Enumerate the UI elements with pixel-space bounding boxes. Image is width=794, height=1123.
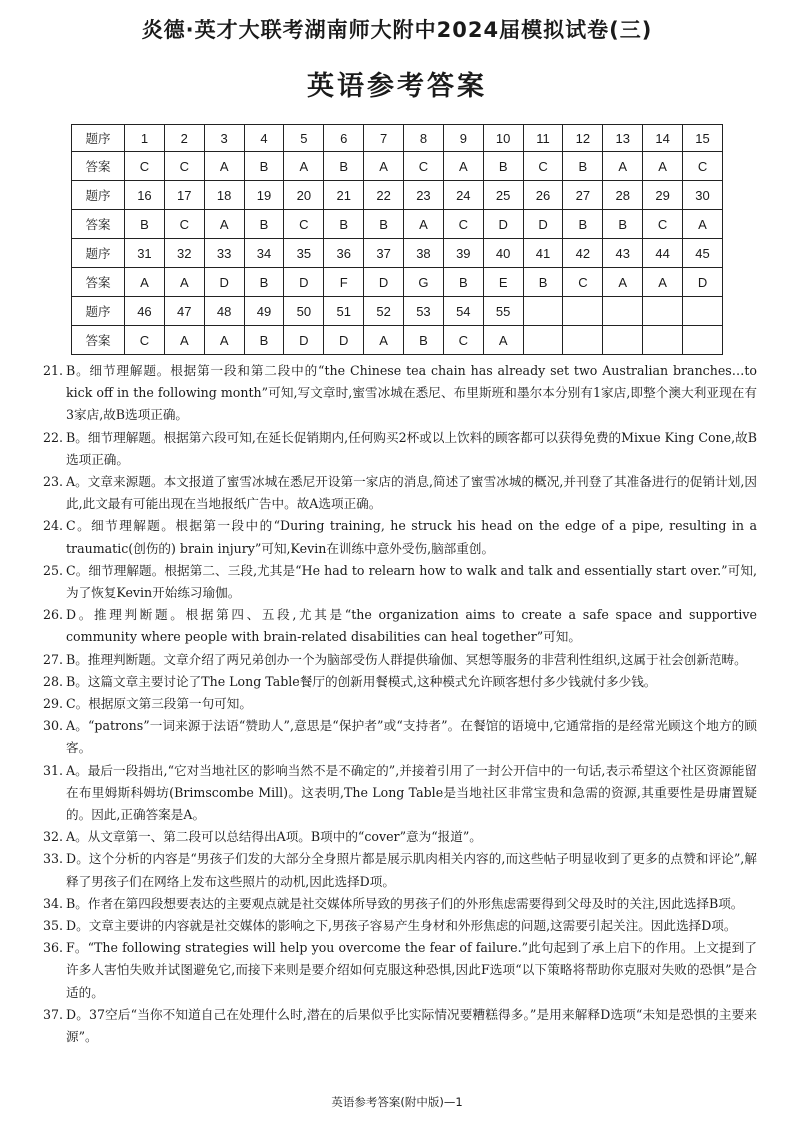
- answer-cell: A: [683, 210, 723, 239]
- explanation-text: D。这个分析的内容是“男孩子们发的大部分全身照片都是展示肌肉相关内容的,而这些帖子明显收到了更多的点赞和评论”,解释了男孩子们在网络上发布这些照片的动机,因此选择D项。: [66, 851, 757, 889]
- question-number-cell: 6: [324, 125, 364, 152]
- question-number-cell: 48: [204, 297, 244, 326]
- answer-cell: [683, 326, 723, 355]
- question-number-cell: 47: [164, 297, 204, 326]
- answer-cell: [563, 326, 603, 355]
- question-number-cell: 34: [244, 239, 284, 268]
- question-number-row: [72, 239, 723, 268]
- explanation-text: C。细节理解题。根据第一段中的“During training, he struck his head on the edge of a pipe, resulting in a traumatic(创伤的) brain injury”可知,Kevin在训练中意外受伤,脑部重创。: [66, 518, 757, 556]
- question-number-cell: 8: [404, 125, 444, 152]
- question-number-cell: 14: [643, 125, 683, 152]
- question-number-cell: 38: [404, 239, 444, 268]
- answer-cell: C: [284, 210, 324, 239]
- answer-cell: G: [404, 268, 444, 297]
- question-number-cell: 3: [204, 125, 244, 152]
- answer-cell: A: [603, 268, 643, 297]
- question-number-cell: 28: [603, 181, 643, 210]
- answer-cell: D: [683, 268, 723, 297]
- answer-explanation: [43, 893, 757, 915]
- question-number-cell: 29: [643, 181, 683, 210]
- question-number-cell: 27: [563, 181, 603, 210]
- answer-cell: A: [164, 326, 204, 355]
- explanation-number: 22.: [43, 429, 64, 445]
- question-number-cell: 21: [324, 181, 364, 210]
- question-number-row-label: 题序: [72, 181, 125, 210]
- question-number-row-label: 题序: [72, 125, 125, 152]
- answer-cell: B: [244, 326, 284, 355]
- answer-cell: D: [204, 268, 244, 297]
- question-number-cell: 2: [164, 125, 204, 152]
- document-title: 炎德·英才大联考湖南师大附中2024届模拟试卷(三): [141, 18, 653, 42]
- answer-cell: B: [324, 210, 364, 239]
- explanation-text: D。37空后“当你不知道自己在处理什么时,潜在的后果似乎比实际情况要糟糕得多。”是用来解释D选项“未知是恐惧的主要来源”。: [66, 1006, 757, 1045]
- explanation-number: 27.: [43, 651, 64, 667]
- question-number-cell: 13: [603, 125, 643, 152]
- answer-cell: A: [643, 268, 683, 297]
- question-number-cell: 17: [164, 181, 204, 210]
- question-number-cell: 35: [284, 239, 324, 268]
- question-number-cell: 20: [284, 181, 324, 210]
- question-number-cell: 44: [643, 239, 683, 268]
- answer-explanation: [43, 915, 757, 937]
- answer-cell: C: [404, 152, 444, 181]
- answer-cell: A: [603, 152, 643, 181]
- explanation-text: B。作者在第四段想要表达的主要观点就是社交媒体所导致的男孩子们的外形焦虑需要得到父母及时的关注,因此选择B项。: [66, 895, 744, 911]
- answer-cell: A: [643, 152, 683, 181]
- question-number-cell: [683, 297, 723, 326]
- question-number-cell: 41: [523, 239, 563, 268]
- answer-cell: A: [125, 268, 165, 297]
- answer-cell: B: [443, 268, 483, 297]
- explanation-text: D。文章主要讲的内容就是社交媒体的影响之下,男孩子容易产生身材和外形焦虑的问题,这需要引起关注。因此选择D项。: [66, 918, 737, 934]
- answer-cell: B: [483, 152, 523, 181]
- answer-row: [72, 326, 723, 355]
- explanation-number: 31.: [43, 762, 64, 778]
- explanation-number: 24.: [43, 518, 64, 534]
- question-number-cell: 39: [443, 239, 483, 268]
- answer-cell: C: [443, 210, 483, 239]
- question-number-cell: 1: [125, 125, 165, 152]
- question-number-cell: 4: [244, 125, 284, 152]
- answer-cell: C: [643, 210, 683, 239]
- answer-cell: [523, 326, 563, 355]
- question-number-cell: 45: [683, 239, 723, 268]
- answer-cell: B: [404, 326, 444, 355]
- question-number-cell: 46: [125, 297, 165, 326]
- question-number-cell: 23: [404, 181, 444, 210]
- question-number-cell: 9: [443, 125, 483, 152]
- question-number-cell: 42: [563, 239, 603, 268]
- explanation-text: A。文章来源题。本文报道了蜜雪冰城在悉尼开设第一家店的消息,简述了蜜雪冰城的概况,并刊登了其准备进行的促销计划,因此,此文最有可能出现在当地报纸广告中。故A选项正确。: [66, 474, 757, 512]
- question-number-cell: 26: [523, 181, 563, 210]
- answer-explanation: [43, 427, 757, 471]
- question-number-cell: 31: [125, 239, 165, 268]
- question-number-cell: 36: [324, 239, 364, 268]
- explanation-text: A。最后一段指出,“它对当地社区的影响当然不是不确定的”,并接着引用了一封公开信中的一句话,表示希望这个社区资源能留在布里姆斯科姆坊(Brimscombe Mill)。这表明,The Long Table是当地社区非常宝贵和急需的资源,其重要性是毋庸置疑的。因此,正确答案是A。: [66, 762, 757, 823]
- answer-cell: A: [443, 152, 483, 181]
- answer-explanation: [43, 471, 757, 515]
- question-number-cell: 25: [483, 181, 523, 210]
- answer-cell: B: [244, 210, 284, 239]
- answer-explanation: [43, 715, 757, 759]
- answer-cell: C: [683, 152, 723, 181]
- answer-explanation: [43, 760, 757, 827]
- document-subtitle: 英语参考答案: [307, 71, 487, 102]
- answer-row: [72, 268, 723, 297]
- answer-cell: C: [164, 210, 204, 239]
- answer-explanation: [43, 937, 757, 1004]
- answer-explanation: [43, 826, 757, 848]
- question-number-cell: 49: [244, 297, 284, 326]
- answer-row: [72, 210, 723, 239]
- question-number-cell: [643, 297, 683, 326]
- question-number-cell: 50: [284, 297, 324, 326]
- explanation-number: 32.: [43, 829, 64, 845]
- question-number-cell: 40: [483, 239, 523, 268]
- answer-explanations: [43, 360, 757, 1048]
- answer-cell: C: [125, 152, 165, 181]
- answer-cell: C: [164, 152, 204, 181]
- question-number-cell: 32: [164, 239, 204, 268]
- answer-cell: B: [563, 152, 603, 181]
- answer-cell: B: [603, 210, 643, 239]
- question-number-cell: 18: [204, 181, 244, 210]
- answer-cell: A: [204, 326, 244, 355]
- answer-row-label: 答案: [72, 210, 125, 239]
- explanation-text: B。这篇文章主要讨论了The Long Table餐厅的创新用餐模式,这种模式允许顾客想付多少钱就付多少钱。: [66, 673, 657, 689]
- answer-row-label: 答案: [72, 326, 125, 355]
- explanation-number: 25.: [43, 562, 64, 578]
- answer-cell: B: [324, 152, 364, 181]
- answer-explanation: [43, 693, 757, 715]
- explanation-text: C。细节理解题。根据第二、三段,尤其是“He had to relearn how to walk and talk and essentially start over.”可知,为了恢复Kevin开始练习瑜伽。: [66, 562, 757, 601]
- answer-cell: D: [364, 268, 404, 297]
- explanation-number: 30.: [43, 718, 64, 734]
- explanation-number: 37.: [43, 1006, 64, 1022]
- answer-cell: F: [324, 268, 364, 297]
- explanation-text: C。根据原文第三段第一句可知。: [66, 696, 252, 712]
- question-number-cell: 19: [244, 181, 284, 210]
- answer-explanation: [43, 604, 757, 648]
- answer-cell: B: [563, 210, 603, 239]
- answer-cell: A: [404, 210, 444, 239]
- explanation-text: B。推理判断题。文章介绍了两兄弟创办一个为脑部受伤人群提供瑜伽、冥想等服务的非营利性组织,这属于社会创新范畴。: [66, 651, 747, 667]
- question-number-cell: 24: [443, 181, 483, 210]
- explanation-text: F。“The following strategies will help you overcome the fear of failure.”此句起到了承上启下的作用。上文提到了许多人害怕失败并试图避免它,而接下来则是要介绍如何克服这种恐惧,因此F选项“以下策略将帮助你克服对失败的恐惧”是合适的。: [66, 940, 757, 1000]
- explanation-text: A。“patrons”一词来源于法语“赞助人”,意思是“保护者”或“支持者”。在餐馆的语境中,它通常指的是经常光顾这个地方的顾客。: [66, 718, 757, 756]
- answer-cell: D: [324, 326, 364, 355]
- answer-cell: A: [284, 152, 324, 181]
- question-number-cell: 51: [324, 297, 364, 326]
- answer-cell: B: [523, 268, 563, 297]
- answer-explanation: [43, 560, 757, 604]
- question-number-cell: 11: [523, 125, 563, 152]
- page-footer: 英语参考答案(附中版)—1: [331, 1095, 463, 1109]
- explanation-number: 36.: [43, 940, 64, 956]
- explanation-number: 35.: [43, 918, 64, 934]
- question-number-cell: 30: [683, 181, 723, 210]
- answer-cell: [643, 326, 683, 355]
- answer-cell: B: [244, 152, 284, 181]
- answer-row-label: 答案: [72, 152, 125, 181]
- answer-cell: D: [284, 268, 324, 297]
- explanation-number: 26.: [43, 607, 64, 623]
- answer-cell: B: [125, 210, 165, 239]
- question-number-cell: 54: [443, 297, 483, 326]
- answer-cell: A: [204, 152, 244, 181]
- question-number-cell: [603, 297, 643, 326]
- answer-cell: D: [483, 210, 523, 239]
- question-number-cell: [523, 297, 563, 326]
- answer-cell: C: [523, 152, 563, 181]
- answer-table: [71, 124, 723, 355]
- question-number-row-label: 题序: [72, 239, 125, 268]
- explanation-text: B。细节理解题。根据第六段可知,在延长促销期内,任何购买2杯或以上饮料的顾客都可以获得免费的Mixue King Cone,故B选项正确。: [66, 429, 757, 467]
- answer-explanation: [43, 848, 757, 892]
- answer-cell: A: [364, 152, 404, 181]
- question-number-cell: 53: [404, 297, 444, 326]
- explanation-text: D。推理判断题。根据第四、五段,尤其是“the organization aims to create a safe space and supportive community where people with brain-related disabilities can heal together”可知。: [66, 607, 757, 645]
- question-number-cell: 37: [364, 239, 404, 268]
- question-number-cell: 12: [563, 125, 603, 152]
- explanation-number: 21.: [43, 363, 64, 378]
- answer-explanation: [43, 649, 757, 671]
- answer-row: [72, 152, 723, 181]
- explanation-number: 29.: [43, 696, 64, 712]
- question-number-cell: 33: [204, 239, 244, 268]
- explanation-number: 34.: [43, 895, 64, 911]
- question-number-row-label: 题序: [72, 297, 125, 326]
- question-number-cell: 43: [603, 239, 643, 268]
- answer-cell: C: [125, 326, 165, 355]
- answer-cell: A: [364, 326, 404, 355]
- answer-row-label: 答案: [72, 268, 125, 297]
- question-number-cell: 10: [483, 125, 523, 152]
- explanation-number: 28.: [43, 673, 64, 689]
- answer-explanation: [43, 1004, 757, 1048]
- answer-explanation: [43, 671, 757, 693]
- answer-cell: C: [443, 326, 483, 355]
- explanation-text: A。从文章第一、第二段可以总结得出A项。B项中的“cover”意为“报道”。: [66, 829, 482, 845]
- answer-cell: A: [483, 326, 523, 355]
- question-number-cell: 55: [483, 297, 523, 326]
- answer-explanation: [43, 360, 757, 427]
- question-number-cell: [563, 297, 603, 326]
- question-number-cell: 15: [683, 125, 723, 152]
- answer-cell: B: [244, 268, 284, 297]
- question-number-cell: 7: [364, 125, 404, 152]
- question-number-cell: 16: [125, 181, 165, 210]
- explanation-number: 33.: [43, 851, 64, 867]
- answer-cell: C: [563, 268, 603, 297]
- answer-cell: [603, 326, 643, 355]
- question-number-cell: 5: [284, 125, 324, 152]
- question-number-row: [72, 181, 723, 210]
- question-number-cell: 22: [364, 181, 404, 210]
- question-number-cell: 52: [364, 297, 404, 326]
- question-number-row: [72, 125, 723, 152]
- answer-cell: A: [164, 268, 204, 297]
- answer-cell: B: [364, 210, 404, 239]
- explanation-text: B。细节理解题。根据第一段和第二段中的“the Chinese tea chain has already set two Australian branches…to kick off in the following month”可知,写文章时,蜜雪冰城在悉尼、布里斯班和墨尔本分别有1家店,即整个澳大利亚现在有3家店,故B选项正确。: [66, 363, 757, 423]
- answer-cell: D: [284, 326, 324, 355]
- explanation-number: 23.: [43, 474, 64, 490]
- answer-cell: D: [523, 210, 563, 239]
- answer-cell: E: [483, 268, 523, 297]
- answer-explanation: [43, 515, 757, 559]
- question-number-row: [72, 297, 723, 326]
- answer-cell: A: [204, 210, 244, 239]
